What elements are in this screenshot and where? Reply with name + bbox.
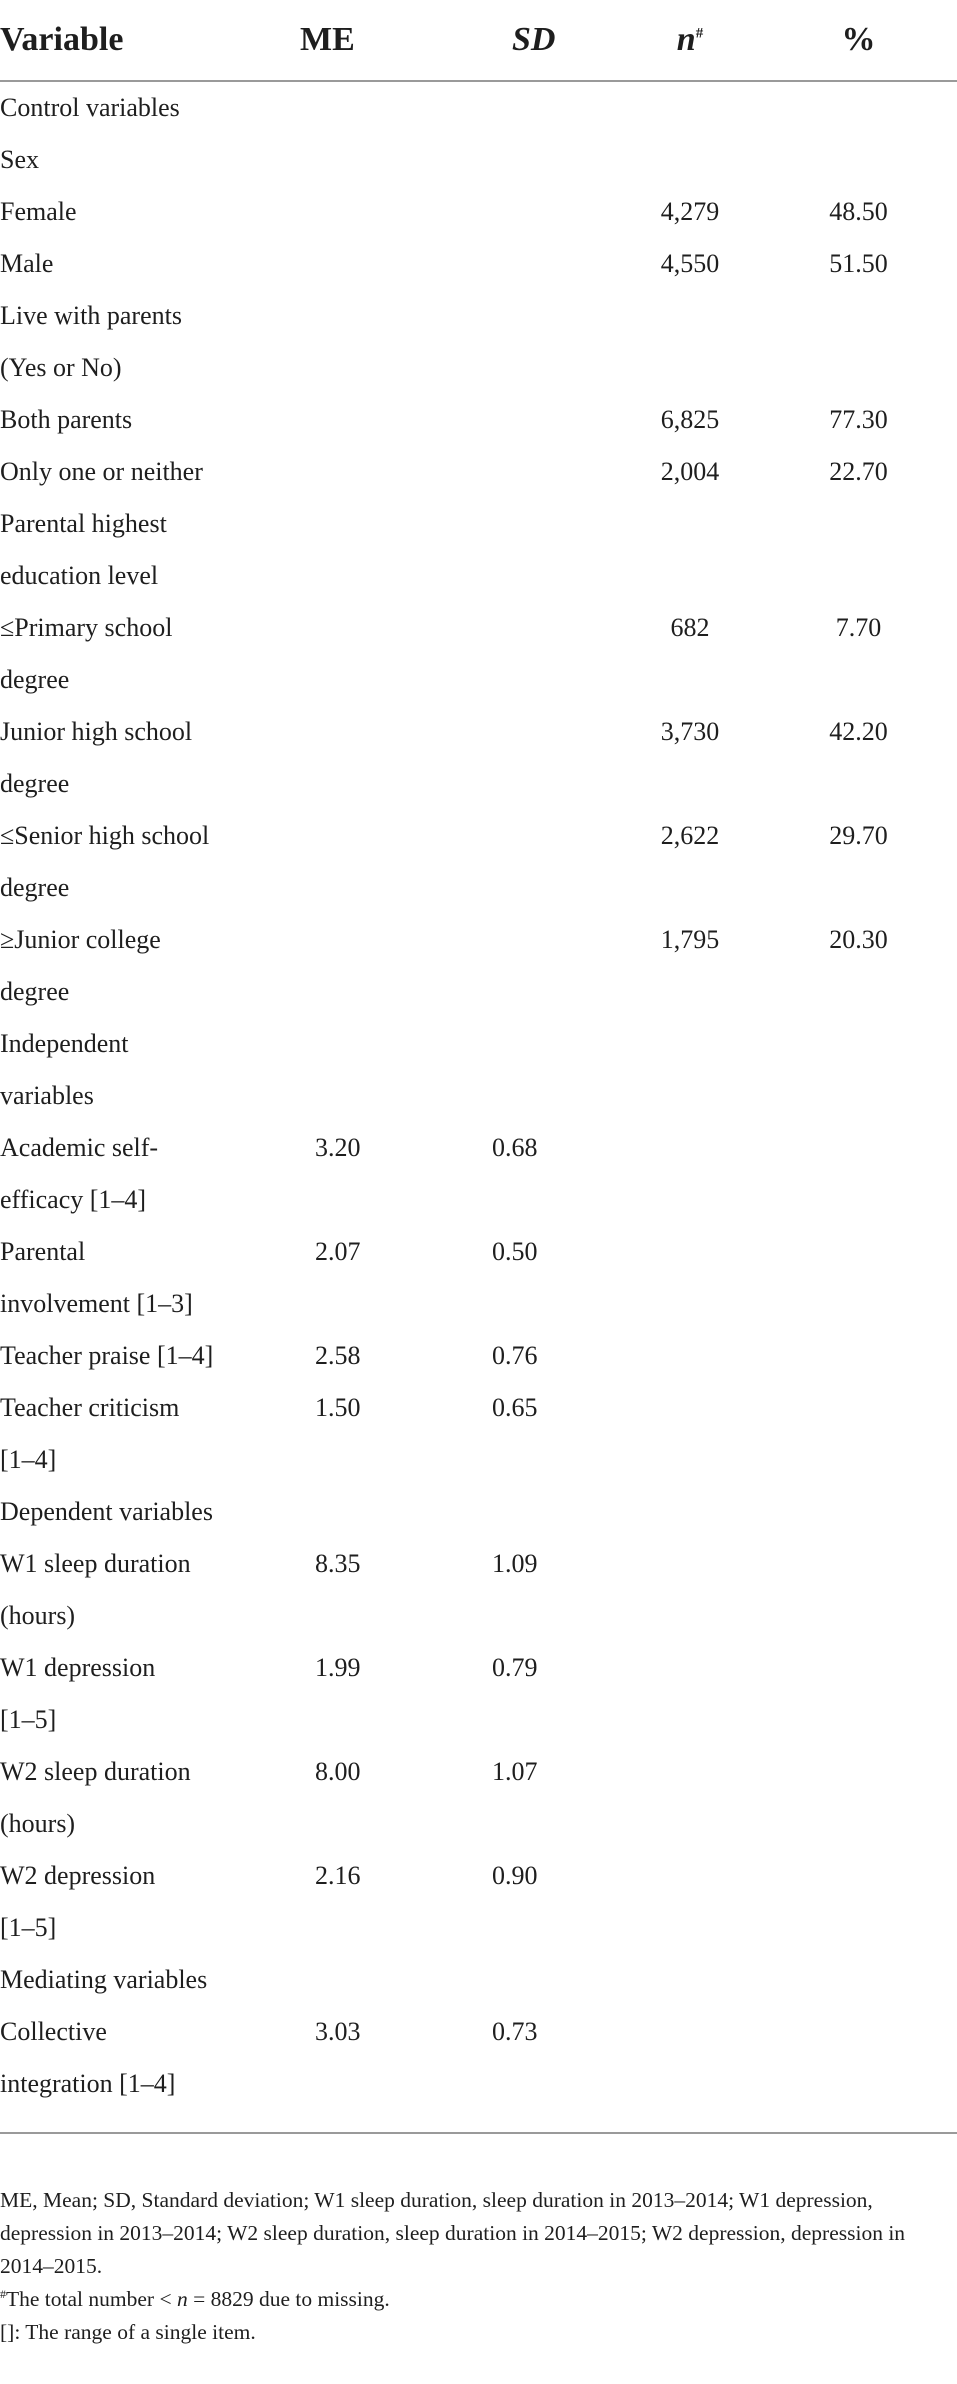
cell-sd	[400, 654, 620, 706]
cell-variable: [1–5]	[0, 1705, 57, 1734]
cell-variable: Academic self-	[0, 1133, 159, 1162]
cell-n	[620, 134, 760, 186]
table-row	[0, 966, 957, 1018]
cell-sd	[400, 342, 620, 394]
cell-me: 8.35	[315, 1549, 361, 1578]
cell-pct	[760, 1434, 957, 1486]
cell-me	[300, 2058, 400, 2110]
cell-me	[300, 1434, 400, 1486]
cell-me	[300, 602, 400, 654]
cell-n	[620, 2058, 760, 2110]
cell-me	[300, 810, 400, 862]
cell-variable: Only one or neither	[0, 457, 203, 486]
note-total-mark: #	[0, 2286, 6, 2301]
cell-sd	[400, 1590, 620, 1642]
cell-variable: Control variables	[0, 93, 180, 122]
cell-variable: W2 sleep duration	[0, 1757, 191, 1786]
cell-me	[300, 550, 400, 602]
cell-pct	[760, 290, 957, 342]
table-row	[0, 2058, 957, 2110]
cell-pct	[760, 2006, 957, 2058]
table-notes	[0, 2184, 950, 2349]
cell-pct	[760, 1850, 957, 1902]
table-row	[0, 758, 957, 810]
cell-variable: ≤Primary school	[0, 613, 173, 642]
note-range: []: The range of a single item.	[0, 2320, 256, 2344]
cell-n: 3,730	[660, 717, 720, 746]
header-sd-label: SD	[512, 21, 556, 58]
cell-pct: 51.50	[829, 249, 888, 278]
cell-variable: education level	[0, 561, 159, 590]
cell-variable: Parental	[0, 1237, 86, 1266]
cell-sd	[400, 602, 620, 654]
cell-variable: Sex	[0, 145, 39, 174]
cell-me	[300, 706, 400, 758]
cell-sd	[400, 810, 620, 862]
cell-pct	[760, 498, 957, 550]
cell-n	[620, 654, 760, 706]
header-n-label: n	[676, 21, 696, 58]
cell-sd: 0.73	[492, 2017, 538, 2046]
cell-sd	[400, 446, 620, 498]
cell-me	[300, 1694, 400, 1746]
cell-me	[300, 238, 400, 290]
table-row	[0, 1174, 957, 1226]
cell-me: 2.58	[315, 1341, 361, 1370]
cell-n: 2,622	[660, 821, 720, 850]
cell-pct	[760, 1278, 957, 1330]
cell-sd	[400, 1694, 620, 1746]
cell-me	[300, 862, 400, 914]
note-abbreviations: ME, Mean; SD, Standard deviation; W1 sleep duration, sleep duration in 2013–2014; W1 depression, depression in 2013–2014; W2 sleep duration, sleep duration in 2014–2015; W2 depression, depression in 2014–2015.	[0, 2188, 906, 2278]
table-row	[0, 342, 957, 394]
table-row	[0, 290, 957, 342]
cell-pct	[760, 342, 957, 394]
cell-pct	[760, 1174, 957, 1226]
table-row	[0, 862, 957, 914]
cell-sd	[400, 1434, 620, 1486]
table-row	[0, 1746, 957, 1798]
table-row	[0, 1798, 957, 1850]
cell-me	[300, 654, 400, 706]
cell-pct	[760, 654, 957, 706]
cell-variable: W1 depression	[0, 1653, 156, 1682]
cell-me	[300, 394, 400, 446]
cell-n: 4,279	[660, 197, 720, 226]
cell-sd	[400, 1486, 620, 1538]
cell-n	[620, 1018, 760, 1070]
cell-pct	[760, 1382, 957, 1434]
table-row	[0, 1642, 957, 1694]
table-body	[0, 81, 957, 2110]
cell-pct	[760, 1902, 957, 1954]
cell-variable: variables	[0, 1081, 94, 1110]
cell-variable: degree	[0, 873, 70, 902]
cell-pct: 7.70	[835, 613, 882, 642]
cell-n: 6,825	[660, 405, 720, 434]
table-row	[0, 706, 957, 758]
cell-pct	[760, 1538, 957, 1590]
table-row	[0, 1226, 957, 1278]
cell-sd	[400, 966, 620, 1018]
cell-pct: 29.70	[829, 821, 888, 850]
cell-pct	[760, 1642, 957, 1694]
note-total	[0, 2283, 950, 2316]
cell-n	[620, 1330, 760, 1382]
cell-variable: Teacher praise [1–4]	[0, 1341, 214, 1370]
cell-n	[620, 1590, 760, 1642]
header-me: ME	[300, 0, 400, 81]
cell-me: 8.00	[315, 1757, 361, 1786]
cell-variable: Female	[0, 197, 77, 226]
cell-n: 2,004	[660, 457, 720, 486]
cell-n	[620, 1174, 760, 1226]
cell-sd	[400, 1954, 620, 2006]
cell-me	[300, 446, 400, 498]
cell-me: 2.07	[315, 1237, 361, 1266]
cell-pct	[760, 1226, 957, 1278]
cell-pct	[760, 1694, 957, 1746]
cell-variable: degree	[0, 977, 70, 1006]
cell-pct	[760, 966, 957, 1018]
cell-pct	[760, 1330, 957, 1382]
cell-n: 1,795	[660, 925, 720, 954]
cell-pct	[760, 81, 957, 134]
cell-pct: 22.70	[829, 457, 888, 486]
table-row	[0, 1330, 957, 1382]
header-sd	[400, 0, 620, 81]
table-row	[0, 1278, 957, 1330]
table-bottom-rule	[0, 2132, 957, 2134]
cell-n: 682	[670, 613, 710, 642]
note-total-after: = 8829 due to missing.	[187, 2287, 390, 2311]
cell-sd	[400, 1902, 620, 1954]
cell-sd: 1.09	[492, 1549, 538, 1578]
table-row	[0, 81, 957, 134]
cell-sd	[400, 394, 620, 446]
table-row	[0, 394, 957, 446]
cell-sd	[400, 186, 620, 238]
cell-pct: 48.50	[829, 197, 888, 226]
cell-variable: Mediating variables	[0, 1965, 208, 1994]
cell-n	[620, 758, 760, 810]
table-row	[0, 810, 957, 862]
cell-sd	[400, 2058, 620, 2110]
cell-n	[620, 1486, 760, 1538]
table-row	[0, 1434, 957, 1486]
table-row	[0, 1070, 957, 1122]
cell-n	[620, 1122, 760, 1174]
cell-n	[620, 1850, 760, 1902]
cell-sd	[400, 290, 620, 342]
cell-n	[620, 81, 760, 134]
cell-n: 4,550	[660, 249, 720, 278]
cell-sd	[400, 550, 620, 602]
table-row	[0, 1694, 957, 1746]
cell-variable: W1 sleep duration	[0, 1549, 191, 1578]
cell-n	[620, 1746, 760, 1798]
cell-sd	[400, 1018, 620, 1070]
cell-me	[300, 1070, 400, 1122]
cell-pct	[760, 550, 957, 602]
cell-me	[300, 1590, 400, 1642]
cell-sd	[400, 134, 620, 186]
cell-variable: Dependent variables	[0, 1497, 213, 1526]
table-row	[0, 498, 957, 550]
cell-sd	[400, 706, 620, 758]
cell-me	[300, 1902, 400, 1954]
cell-sd	[400, 758, 620, 810]
cell-variable: Parental highest	[0, 509, 167, 538]
cell-me	[300, 342, 400, 394]
header-variable: Variable	[0, 0, 300, 81]
cell-variable: degree	[0, 769, 70, 798]
table-row	[0, 1018, 957, 1070]
cell-variable: integration [1–4]	[0, 2069, 176, 2098]
cell-sd: 0.76	[492, 1341, 538, 1370]
cell-me	[300, 914, 400, 966]
cell-sd	[400, 1798, 620, 1850]
cell-sd	[400, 914, 620, 966]
cell-me: 1.50	[315, 1393, 361, 1422]
cell-variable: Junior high school	[0, 717, 193, 746]
cell-variable: Teacher criticism	[0, 1393, 180, 1422]
cell-pct	[760, 1746, 957, 1798]
cell-n	[620, 1538, 760, 1590]
cell-me	[300, 134, 400, 186]
table-row	[0, 2006, 957, 2058]
cell-pct	[760, 2058, 957, 2110]
cell-sd	[400, 862, 620, 914]
table-row	[0, 1590, 957, 1642]
cell-n	[620, 1954, 760, 2006]
cell-me: 2.16	[315, 1861, 361, 1890]
cell-n	[620, 1434, 760, 1486]
table-row	[0, 1382, 957, 1434]
table-row	[0, 1486, 957, 1538]
cell-me	[300, 1174, 400, 1226]
table-header-row	[0, 0, 957, 81]
note-total-n: n	[176, 2287, 188, 2311]
cell-variable: Independent	[0, 1029, 129, 1058]
cell-sd	[400, 1278, 620, 1330]
cell-pct	[760, 1122, 957, 1174]
cell-n	[620, 290, 760, 342]
table-row	[0, 1850, 957, 1902]
cell-pct	[760, 1486, 957, 1538]
cell-sd	[400, 1174, 620, 1226]
cell-n	[620, 1694, 760, 1746]
cell-variable: [1–4]	[0, 1445, 57, 1474]
cell-variable: degree	[0, 665, 70, 694]
cell-variable: [1–5]	[0, 1913, 57, 1942]
cell-pct	[760, 1590, 957, 1642]
cell-variable: ≥Junior college	[0, 925, 161, 954]
cell-pct	[760, 862, 957, 914]
cell-pct	[760, 1018, 957, 1070]
table-row	[0, 1954, 957, 2006]
cell-sd	[400, 498, 620, 550]
cell-me	[300, 1798, 400, 1850]
header-percent: %	[760, 0, 957, 81]
cell-me: 1.99	[315, 1653, 361, 1682]
cell-me	[300, 1486, 400, 1538]
cell-variable: (Yes or No)	[0, 353, 122, 382]
header-n	[620, 0, 760, 81]
cell-pct	[760, 1070, 957, 1122]
cell-variable: efficacy [1–4]	[0, 1185, 147, 1214]
cell-n	[620, 498, 760, 550]
cell-variable: Both parents	[0, 405, 133, 434]
cell-sd	[400, 1070, 620, 1122]
cell-sd: 1.07	[492, 1757, 538, 1786]
cell-variable: (hours)	[0, 1809, 76, 1838]
cell-pct	[760, 1798, 957, 1850]
cell-pct: 20.30	[829, 925, 888, 954]
cell-variable: Male	[0, 249, 54, 278]
cell-variable: (hours)	[0, 1601, 76, 1630]
table-row	[0, 134, 957, 186]
cell-me	[300, 1954, 400, 2006]
table-row	[0, 550, 957, 602]
cell-sd: 0.79	[492, 1653, 538, 1682]
cell-variable: Live with parents	[0, 301, 182, 330]
cell-sd: 0.68	[492, 1133, 538, 1162]
cell-n	[620, 1902, 760, 1954]
cell-n	[620, 1278, 760, 1330]
cell-sd: 0.90	[492, 1861, 538, 1890]
table-row	[0, 446, 957, 498]
table-row	[0, 238, 957, 290]
cell-me: 3.20	[315, 1133, 361, 1162]
cell-variable: involvement [1–3]	[0, 1289, 193, 1318]
table-row	[0, 1902, 957, 1954]
cell-pct	[760, 758, 957, 810]
header-n-footnote-mark: #	[695, 25, 704, 42]
cell-pct	[760, 134, 957, 186]
cell-variable: Collective	[0, 2017, 107, 2046]
table-row	[0, 1538, 957, 1590]
cell-n	[620, 1642, 760, 1694]
cell-variable: W2 depression	[0, 1861, 156, 1890]
note-total-before: The total number <	[6, 2287, 177, 2311]
cell-n	[620, 1226, 760, 1278]
table-row	[0, 186, 957, 238]
table-row	[0, 602, 957, 654]
cell-me	[300, 290, 400, 342]
cell-n	[620, 2006, 760, 2058]
cell-n	[620, 342, 760, 394]
table-row	[0, 1122, 957, 1174]
cell-me	[300, 1278, 400, 1330]
cell-me	[300, 498, 400, 550]
table-row	[0, 914, 957, 966]
cell-n	[620, 1070, 760, 1122]
cell-n	[620, 550, 760, 602]
cell-n	[620, 1382, 760, 1434]
cell-sd	[400, 81, 620, 134]
cell-sd	[400, 238, 620, 290]
cell-me	[300, 758, 400, 810]
cell-me	[300, 966, 400, 1018]
cell-sd: 0.65	[492, 1393, 538, 1422]
cell-me	[300, 1018, 400, 1070]
cell-pct: 77.30	[829, 405, 888, 434]
cell-pct	[760, 1954, 957, 2006]
cell-variable: ≤Senior high school	[0, 821, 210, 850]
cell-n	[620, 862, 760, 914]
cell-pct: 42.20	[829, 717, 888, 746]
cell-n	[620, 966, 760, 1018]
cell-me: 3.03	[315, 2017, 361, 2046]
cell-n	[620, 1798, 760, 1850]
table-row	[0, 654, 957, 706]
cell-me	[300, 186, 400, 238]
cell-me	[300, 81, 400, 134]
cell-sd: 0.50	[492, 1237, 538, 1266]
